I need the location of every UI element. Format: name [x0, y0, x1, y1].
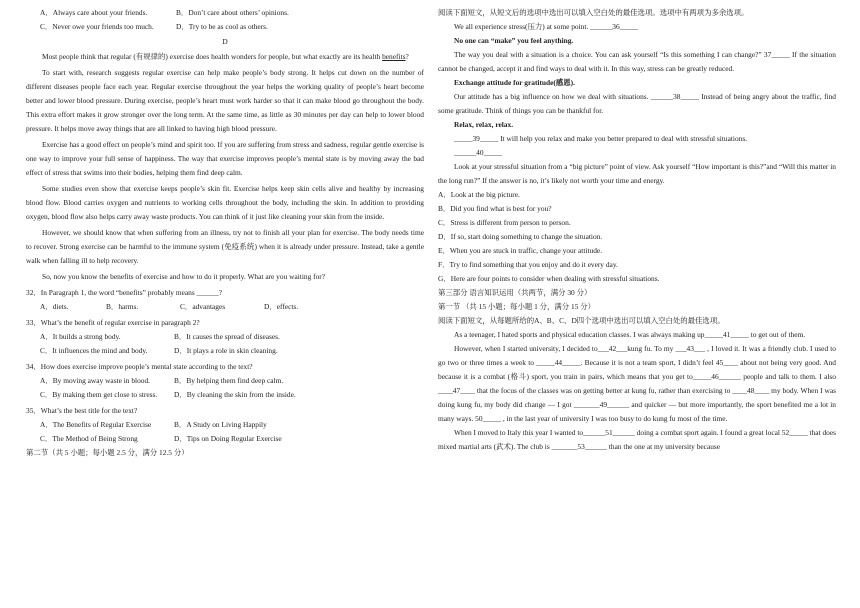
option-g: G．Here are four points to consider when dealing with stressful situations. — [438, 274, 660, 283]
cloze-paragraph-1: As a teenager, I hated sports and physical education classes. I was always making up_____41_____ to get out of them. — [454, 330, 806, 339]
option-f: F．Try to find something that you enjoy and do it every day. — [438, 260, 618, 269]
question-35-options-ab: A．The Benefits of Regular Exercise B．A Study on Living Happily — [40, 420, 267, 429]
subheading-1: No one can “make” you feel anything. — [454, 36, 574, 45]
paragraph-1: Most people think that regular (有规律的) exercise does health wonders for people, but what exactly are its health benefits? — [42, 52, 409, 61]
option-c: C．Stress is different from person to person. — [438, 218, 571, 227]
paragraph-5: However, we should know that when suffering from an illness, try not to finish all your plan for exercise. The body needs time to recover. Strong exercise can be harmful to the immune system (免疫系统) when it is already under pressure. Instead, take a gentle walk when falling ill to help recovery. — [26, 228, 424, 265]
question-33: 33．What’s the benefit of regular exercise in paragraph 2? — [26, 318, 200, 327]
option-a: A．Always care about your friends. — [40, 8, 148, 17]
option-a: A．Look at the big picture. — [438, 190, 520, 199]
subheading-3: Relax, relax, relax. — [454, 120, 514, 129]
option-d: D．Try to be as cool as others. — [176, 22, 268, 31]
cloze-paragraph-2: However, when I started university, I decided to___42___kung fu. To my ___43___ , I loved it. It was a friendly club. I used to go two or three times a week to _____44_____. Because it is not a team sport, I didn’t feel 45____ about not being very good. And because it is a combat (格斗) sport, you train in pairs, which means that you get to_____46______ people and talk to them. I also ____47____ that the focus of the classes was on getting better at kung fu, rather than exercising to ____48____ my body. When I was doing kung fu, my body did change — I got _______49______ and quicker — but more importantly, the sport benefited me a lot in many ways. 50_____ , in the last year of university I was too busy to do kung fu most of the time. — [438, 344, 836, 423]
question-34: 34．How does exercise improve people’s mental state according to the text? — [26, 362, 253, 371]
option-b: B．Don’t care about others’ opinions. — [176, 8, 289, 17]
paragraph-blank-38: Our attitude has a big influence on how we deal with situations. ______38_____ Instead of being angry about the traffic, find some gratitude. Think of things you can be thankful for. — [438, 92, 836, 115]
part-3-heading: 第三部分 语言知识运用（共两节，满分 30 分） — [438, 288, 592, 297]
option-c: C．Never owe your friends too much. — [40, 22, 154, 31]
paragraph-big-picture: Look at your stressful situation from a “big picture” point of view. Ask yourself “How important is this?”and “Will this matter in the long run?” If the answer is no, it’s likely not worth your time and energy. — [438, 162, 836, 185]
question-33-options-ab: A．It builds a strong body. B．It causes the spread of diseases. — [40, 332, 280, 341]
right-column — [438, 6, 836, 454]
underlined-word: benefits — [382, 52, 406, 61]
cloze-paragraph-3: When I moved to Italy this year I wanted to______51______ doing a combat sport again. I found a great local 52_____ that does mixed martial arts (武术). The club is _______53______ than the one at my university because — [438, 428, 836, 451]
option-row — [26, 6, 424, 20]
section-1-heading: 第一节 （共 15 小题；每小题 1 分，满分 15 分） — [438, 302, 596, 311]
question-35: 35．What’s the best title for the text? — [26, 406, 138, 415]
paragraph-2: To start with, research suggests regular exercise can help make people’s body strong. It helps cut down on the number of different diseases people face each year. Regular exercise throughout the year helps the working quality of people’s heart become better and lower blood pressure. During exercise, people’s heart must work harder so that it can make blood go throughout the body. This extra effort makes it grow stronger over the long term. At the same time, as little as 30 minutes per day can help to lower blood pressure. It helps move away things that are all linked to having high blood pressure. — [26, 68, 424, 133]
cloze-instructions: 阅读下面短文，从每题所给的A、B、C、D四个选项中选出可以填入空白处的最佳选项。 — [438, 316, 725, 325]
question-35-options-cd: C．The Method of Being Strong D．Tips on Doing Regular Exercise — [40, 434, 282, 443]
paragraph-6: So, now you know the benefits of exercise and how to do it properly. What are you waiting for? — [42, 272, 326, 281]
question-32: 32．In Paragraph 1, the word “benefits” probably means ______? — [26, 288, 222, 297]
paragraph-blank-37: The way you deal with a situation is a choice. You can ask yourself “Is this something I can change?” 37_____ If the situation cannot be changed, accept it and find ways to deal with it. In this way, stress can be greatly reduced. — [438, 50, 836, 73]
blank-40-line: ______40_____ — [454, 148, 503, 157]
blank-36-line: We all experience stress(压力) at some point. ______36_____ — [454, 22, 639, 31]
passage-letter: D — [222, 37, 228, 46]
option-e: E．When you are stuck in traffic, change your attitude. — [438, 246, 603, 255]
left-column — [26, 6, 424, 460]
blank-39-line: _____39_____ It will help you relax and make you better prepared to deal with stressful situations. — [454, 134, 748, 143]
question-34-options-cd: C．By making them get close to stress. D．By cleaning the skin from the inside. — [40, 390, 296, 399]
paragraph-3: Exercise has a good effect on people’s mind and spirit too. If you are suffering from stress and sadness, regular gentle exercise is one way to improve your full sense of happiness. The way that exercise improves people’s mental state is by moving away the bad effect of stress that swims into their bodies, helping them find deep calm. — [26, 140, 424, 177]
question-34-options-ab: A．By moving away waste in blood. B．By helping them find deep calm. — [40, 376, 284, 385]
option-row — [26, 20, 424, 34]
paragraph-4: Some studies even show that exercise keeps people’s skin fit. Exercise helps keep skin cells alive and healthy by increasing blood flow. Blood carries oxygen and nutrients to working cells throughout the body, including the skin. In addition to providing oxygen, blood flow also helps carry away waste products. You can think of it just like cleaning your skin from the inside. — [26, 184, 424, 221]
option-d: D．If so, start doing something to change the situation. — [438, 232, 603, 241]
option-b: B．Did you find what is best for you? — [438, 204, 552, 213]
section-2-heading: 第二节（共 5 小题；每小题 2.5 分，满分 12.5 分） — [26, 448, 189, 457]
question-33-options-cd: C．It influences the mind and body. D．It plays a role in skin cleaning. — [40, 346, 278, 355]
instructions: 阅读下面短文，从短文后的选项中选出可以填入空白处的最佳选项。选项中有两项为多余选项。 — [438, 8, 749, 17]
subheading-2: Exchange attitude for gratitude(感恩). — [454, 78, 575, 87]
question-32-options: A．diets. B．harms. C．advantages D．effects. — [40, 302, 299, 311]
